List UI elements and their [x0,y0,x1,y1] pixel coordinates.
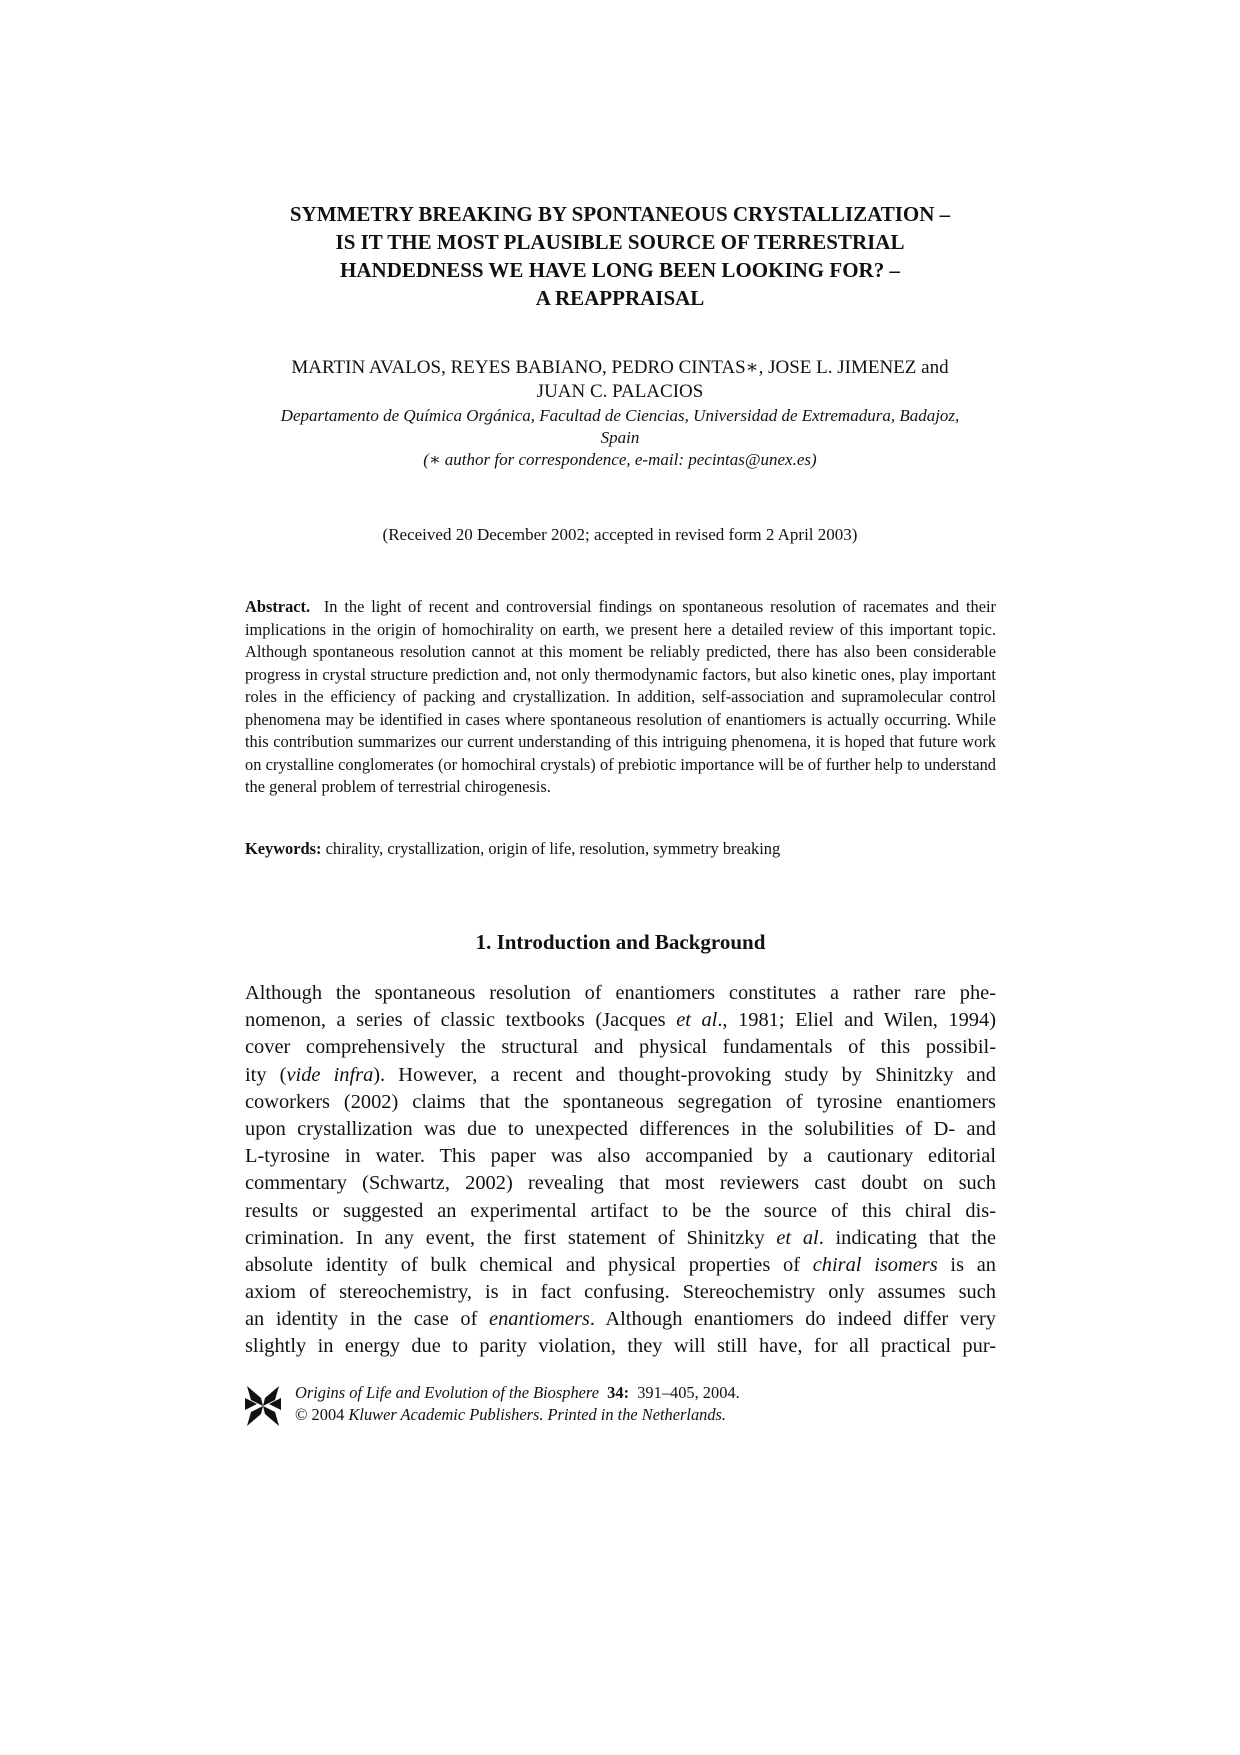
abstract [245,596,996,799]
title-line-2: IS IT THE MOST PLAUSIBLE SOURCE OF TERRESTRIAL [335,230,905,254]
intro-line: coworkers (2002) claims that the spontaneous segregation of tyrosine enantiomers [245,1090,996,1113]
title-line-3: HANDEDNESS WE HAVE LONG BEEN LOOKING FOR? – [340,258,900,282]
intro-line: crimination. In any event, the first statement of Shinitzky et al. indicating that the [245,1226,996,1249]
intro-line: upon crystallization was due to unexpected differences in the solubilities of D- and [245,1117,996,1140]
intro-line: axiom of stereochemistry, is in fact confusing. Stereochemistry only assumes such [245,1281,996,1304]
received-dates: (Received 20 December 2002; accepted in revised form 2 April 2003) [382,525,858,544]
affiliation-line-2: Spain [600,428,640,447]
abstract-label: Abstract. [245,597,311,616]
intro-line: results or suggested an experimental artifact to be the source of this chiral dis- [245,1199,996,1222]
keywords [245,838,996,860]
paper-title [200,200,1040,312]
publisher-name: Kluwer Academic Publishers. Printed in the Netherlands. [348,1405,727,1424]
intro-line: an identity in the case of enantiomers. Although enantiomers do indeed differ very [245,1308,996,1331]
author-list [200,356,1040,404]
title-line-1: SYMMETRY BREAKING BY SPONTANEOUS CRYSTALLIZATION – [289,202,951,226]
publisher-logo-icon [245,1384,281,1428]
copyright-year: © 2004 [295,1405,345,1424]
intro-line: ity (vide infra). However, a recent and thought-provoking study by Shinitzky and [245,1063,996,1086]
intro-line: absolute identity of bulk chemical and physical properties of chiral isomers is an [245,1253,996,1276]
title-line-4: A REAPPRAISAL [535,286,705,310]
footer-text [295,1382,740,1426]
intro-line: commentary (Schwartz, 2002) revealing that most reviewers cast doubt on such [245,1172,996,1195]
publication-footer [245,1382,996,1430]
affiliation-line-1: Departamento de Química Orgánica, Facultad de Ciencias, Universidad de Extremadura, Badajoz, [280,406,960,425]
section-heading: 1. Introduction and Background [475,930,766,954]
authors-line-1: MARTIN AVALOS, REYES BABIANO, PEDRO CINTAS∗, JOSE L. JIMENEZ and [291,357,949,378]
intro-line: nomenon, a series of classic textbooks (Jacques et al., 1981; Eliel and Wilen, 1994) [245,1009,996,1032]
affiliation [200,405,1040,471]
correspondence-note: (∗ author for correspondence, e-mail: pecintas@unex.es) [423,450,817,469]
intro-line: slightly in energy due to parity violation, they will still have, for all practical pur- [245,1335,996,1358]
copyright-line [295,1404,740,1426]
intro-line: Although the spontaneous resolution of enantiomers constitutes a rather rare phe- [245,982,996,1004]
journal-name: Origins of Life and Evolution of the Biosphere [295,1383,599,1402]
intro-line: L-tyrosine in water. This paper was also accompanied by a cautionary editorial [245,1145,996,1168]
keywords-label: Keywords: [245,839,322,858]
abstract-text: In the light of recent and controversial findings on spontaneous resolution of racemates and their implications in the origin of homochirality on earth, we present here a detailed review of this important topic. Although spontaneous resolution cannot at this moment be reliably predicted, there has also been considerable progress in crystal structure prediction and, not only thermodynamic factors, but also kinetic ones, play important roles in the efficiency of packing and crystallization. In addition, self-association and supramolecular control phenomena may be identified in cases where spontaneous resolution of enantiomers is actually occurring. While this contribution summarizes our current understanding of this intriguing phenomena, it is hoped that future work on crystalline conglomerates (or homochiral crystals) of prebiotic importance will be of further help to understand the general problem of terrestrial chirogenesis. [245,597,996,796]
authors-line-2: JUAN C. PALACIOS [536,381,704,402]
citation-line [295,1382,740,1404]
keywords-text: chirality, crystallization, origin of life, resolution, symmetry breaking [325,839,781,858]
page-range: 391–405, 2004. [637,1383,740,1402]
intro-line: cover comprehensively the structural and physical fundamentals of this possibil- [245,1036,996,1059]
introduction-body [245,980,996,1361]
volume-number: 34: [607,1383,630,1402]
